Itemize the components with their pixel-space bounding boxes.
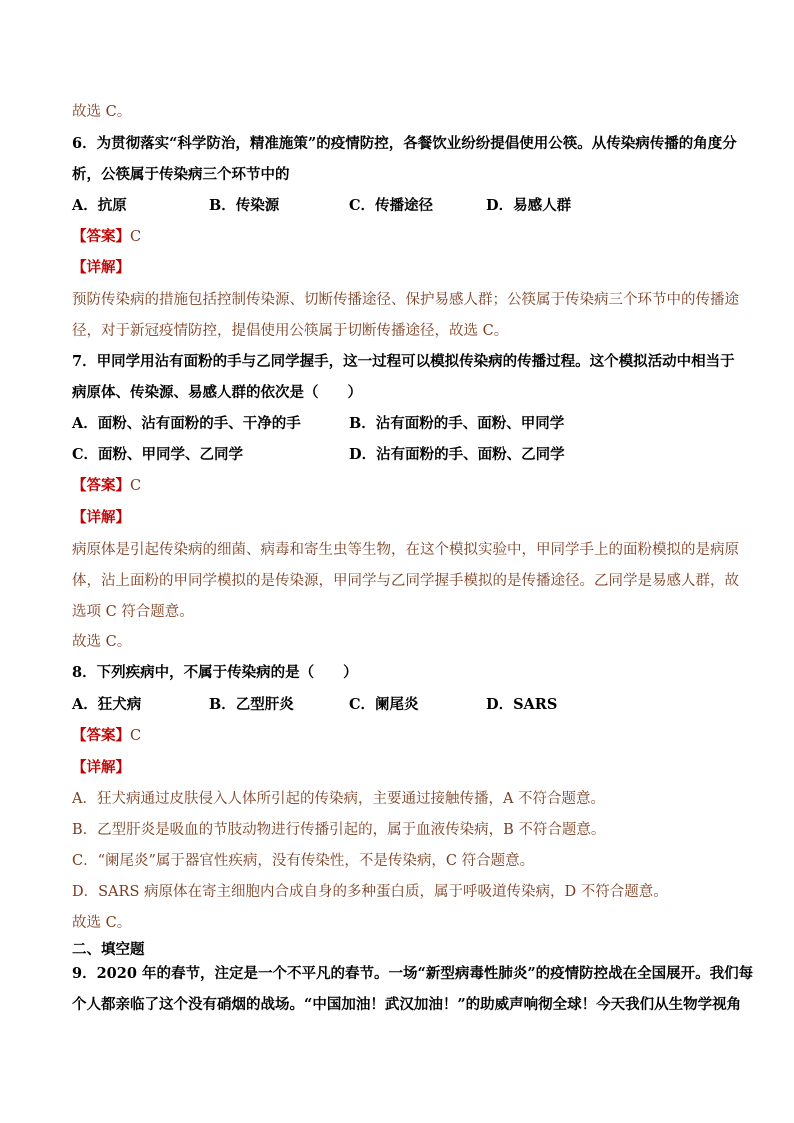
q6-detail-label: 【详解】 [72,259,130,276]
answer-label: 【答案】 [72,727,130,744]
q8-detail-a: A．狂犬病通过皮肤侵入人体所引起的传染病，主要通过接触传播，A 不符合题意。 [72,791,606,807]
section-heading-fill-blank: 二、填空题 [72,941,145,958]
answer-value: C [130,728,142,744]
q8-detail-c: C．“阑尾炎”属于器官性疾病，没有传染性，不是传染病，C 符合题意。 [72,853,535,869]
q7-conclusion: 故选 C。 [72,634,132,650]
q8-option-c: C．阑尾炎 [349,696,419,713]
q7-stem-line1: 7．甲同学用沾有面粉的手与乙同学握手，这一过程可以模拟传染病的传播过程。这个模拟活动中相当于 [72,353,735,370]
q7-option-a: A．面粉、沾有面粉的手、干净的手 [72,415,301,432]
answer-label: 【答案】 [72,228,130,245]
q6-detail-line2: 径，对于新冠疫情防控，提倡使用公筷属于切断传播途径，故选 C。 [72,323,509,339]
q7-detail-line3: 选项 C 符合题意。 [72,604,194,620]
q8-option-d: D．SARS [486,696,558,713]
q6-option-a: A．抗原 [72,197,127,214]
q7-option-b: B．沾有面粉的手、面粉、甲同学 [349,415,565,432]
q7-option-d: D．沾有面粉的手、面粉、乙同学 [349,446,565,463]
q6-stem-line2: 析，公筷属于传染病三个环节中的 [72,166,290,183]
q6-detail-line1: 预防传染病的措施包括控制传染源、切断传播途径、保护易感人群；公筷属于传染病三个环节中的传播途 [72,292,739,308]
q7-detail-label: 【详解】 [72,509,130,526]
q7-stem-line2: 病原体、传染源、易感人群的依次是（ ） [72,384,362,401]
q6-option-b: B．传染源 [209,197,280,214]
q8-option-a: A．狂犬病 [72,696,142,713]
q6-answer [72,227,141,247]
answer-value: C [130,229,142,245]
q8-stem: 8．下列疾病中，不属于传染病的是（ ） [72,664,358,681]
answer-value: C [130,478,142,494]
q6-option-c: C．传播途径 [349,197,434,214]
q8-answer [72,726,141,746]
q6-stem-line1: 6．为贯彻落实“科学防治，精准施策”的疫情防控，各餐饮业纷纷提倡使用公筷。从传染病传播的角度分 [72,135,737,152]
q8-conclusion: 故选 C。 [72,915,132,931]
q6-option-d: D．易感人群 [486,197,572,214]
q8-detail-label: 【详解】 [72,759,130,776]
q9-stem-line1: 9．2020 年的春节，注定是一个不平凡的春节。一场“新型病毒性肺炎”的疫情防控战在全国展开。我们每 [72,965,754,982]
q8-option-b: B．乙型肝炎 [209,696,294,713]
q7-detail-line2: 体，沾上面粉的甲同学模拟的是传染源，甲同学与乙同学握手模拟的是传播途径。乙同学是易感人群，故 [72,573,739,589]
q7-detail-line1: 病原体是引起传染病的细菌、病毒和寄生虫等生物，在这个模拟实验中，甲同学手上的面粉模拟的是病原 [72,542,739,558]
q8-detail-d: D．SARS 病原体在寄主细胞内合成自身的多种蛋白质，属于呼吸道传染病，D 不符合题意。 [72,884,668,900]
q9-stem-line2: 个人都亲临了这个没有硝烟的战场。“中国加油！武汉加油！”的助威声响彻全球！今天我们从生物学视角 [72,996,742,1013]
answer-label: 【答案】 [72,477,130,494]
prev-conclusion: 故选 C。 [72,104,132,120]
q7-option-c: C．面粉、甲同学、乙同学 [72,446,244,463]
q7-answer [72,476,141,496]
q8-detail-b: B．乙型肝炎是吸血的节肢动物进行传播引起的，属于血液传染病，B 不符合题意。 [72,822,606,838]
